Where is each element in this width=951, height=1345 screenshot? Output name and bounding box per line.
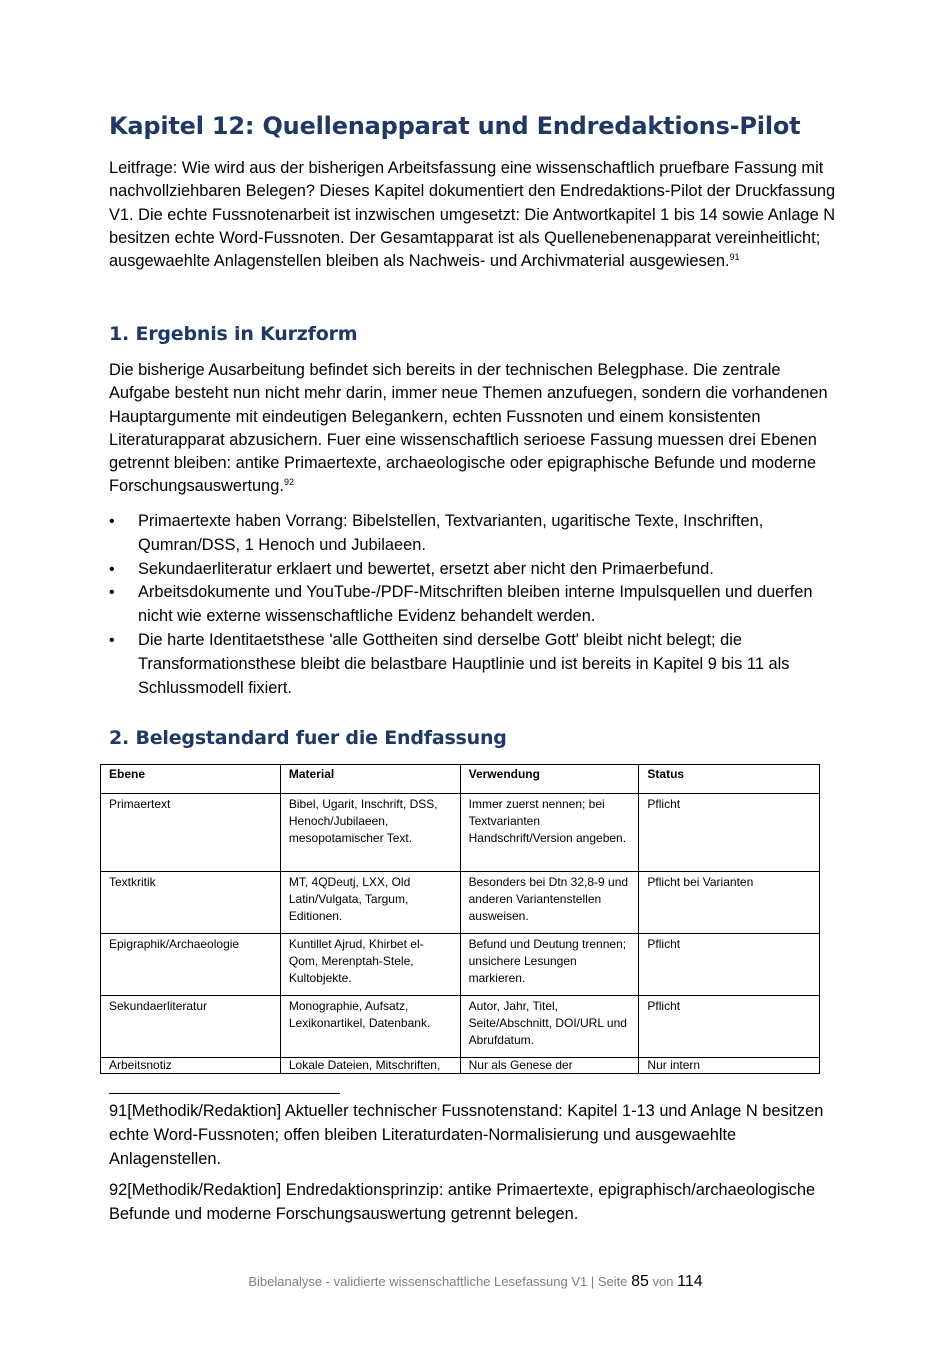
table-cell: Pflicht bei Varianten [639,872,820,934]
table-row [101,872,820,934]
column-header: Material [280,765,460,794]
bullet-list [109,510,839,700]
intro-paragraph [109,157,839,273]
footnote-ref-92[interactable]: 92 [283,477,294,488]
column-header: Ebene [101,765,281,794]
table-row [101,794,820,872]
list-item: • Die harte Identitaetsthese 'alle Gottheiten sind derselbe Gott' bleibt nicht belegt; die Transformationsthese bleibt die belastbare Hauptlinie und ist bereits in Kapitel 9 bis 11 als Schlussmodell fixiert. [109,630,790,697]
table-cell: Immer zuerst nennen; bei Textvarianten Handschrift/Version angeben. [460,794,639,872]
evidence-standard-table [100,764,820,1074]
chapter-title: Kapitel 12: Quellenapparat und Endredaktions-Pilot [109,112,801,140]
footnote-92: 92[Methodik/Redaktion] Endredaktionsprinzip: antike Primaertexte, epigraphisch/archaeologische Befunde und moderne Forschungsauswertung getrennt belegen. [109,1181,816,1223]
list-item: • Primaertexte haben Vorrang: Bibelstellen, Textvarianten, ugaritische Texte, Inschriften, Qumran/DSS, 1 Henoch und Jubilaeen. [109,512,764,554]
list-item: • Arbeitsdokumente und YouTube-/PDF-Mitschriften bleiben interne Impulsquellen und duerfen nicht wie externe wissenschaftliche Evidenz behandelt werden. [109,583,813,626]
table-cell: Lokale Dateien, Mitschriften, [280,1058,460,1074]
table-row [101,934,820,996]
intro-text: Leitfrage: Wie wird aus der bisherigen Arbeitsfassung eine wissenschaftlich pruefbare Fassung mit nachvollziehbaren Belegen? Dieses Kapitel dokumentiert den Endredaktions-Pilot der Druckfassung V1. Die echte Fussnotenarbeit ist inzwischen umgesetzt: Die Antwortkapitel 1 bis 14 sowie Anlage N besitzen echte Word-Fussnoten. Der Gesamtapparat ist als Quellenebenenapparat vereinheitlicht; ausgewaehlte Anlagenstellen bleiben als Nachweis- und Archivmaterial ausgewiesen. [109,159,836,271]
footer-text: Bibelanalyse - validierte wissenschaftliche Lesefassung V1 | Seite [248,1274,628,1289]
footnote-ref-91[interactable]: 91 [729,252,740,263]
table-cell: Kuntillet Ajrud, Khirbet el-Qom, Merenptah-Stele, Kultobjekte. [280,934,460,996]
table-row [101,1058,820,1074]
table-row [101,996,820,1058]
page-number: 85 [631,1273,649,1290]
section-2-heading: 2. Belegstandard fuer die Endfassung [109,727,507,749]
table-header-row [101,765,820,794]
table-cell: Nur intern [639,1058,820,1074]
table-cell: Bibel, Ugarit, Inschrift, DSS, Henoch/Jubilaeen, mesopotamischer Text. [280,794,460,872]
table-cell: Arbeitsnotiz [101,1058,281,1074]
section-1-text: Die bisherige Ausarbeitung befindet sich bereits in der technischen Belegphase. Die zentrale Aufgabe besteht nun nicht mehr darin, immer neue Themen anzufuegen, sondern die vorhandenen Hauptargumente mit eindeutigen Belegankern, echten Fussnoten und einem konsistenten Literaturapparat abzusichern. Fuer eine wissenschaftlich serioese Fassung muessen drei Ebenen getrennt bleiben: antike Primaertexte, archaeologische oder epigraphische Befunde und moderne Forschungsauswertung. [109,361,828,496]
list-item: • Sekundaerliteratur erklaert und bewertet, ersetzt aber nicht den Primaerbefund. [109,558,839,582]
section-1-heading: 1. Ergebnis in Kurzform [109,323,358,345]
table-cell: Sekundaerliteratur [101,996,281,1058]
table-cell: Primaertext [101,794,281,872]
table-cell: Pflicht [639,934,820,996]
table-cell: Besonders bei Dtn 32,8-9 und anderen Variantenstellen ausweisen. [460,872,639,934]
table-cell: Monographie, Aufsatz, Lexikonartikel, Datenbank. [280,996,460,1058]
table-cell: Nur als Genese der [460,1058,639,1074]
page-footer [0,1273,951,1291]
footnote-separator [109,1093,340,1094]
bullet-icon: • [109,513,115,530]
bullet-icon: • [109,631,115,649]
table-cell: Befund und Deutung trennen; unsichere Lesungen markieren. [460,934,639,996]
section-1-paragraph [109,359,839,499]
table-cell: Textkritik [101,872,281,934]
bullet-icon: • [109,560,115,578]
footer-of-label: von [652,1274,674,1289]
page-total: 114 [677,1273,703,1290]
table-cell: Autor, Jahr, Titel, Seite/Abschnitt, DOI/URL und Abrufdatum. [460,996,639,1058]
column-header: Verwendung [460,765,639,794]
column-header: Status [639,765,820,794]
table-cell: Pflicht [639,794,820,872]
bullet-icon: • [109,584,115,602]
table-cell: MT, 4QDeutj, LXX, Old Latin/Vulgata, Targum, Editionen. [280,872,460,934]
table-cell: Epigraphik/Archaeologie [101,934,281,996]
footnote-91: 91[Methodik/Redaktion] Aktueller technischer Fussnotenstand: Kapitel 1-13 und Anlage N besitzen echte Word-Fussnoten; offen bleiben Literaturdaten-Normalisierung und ausgewaehlte Anlagenstellen. [109,1102,824,1168]
table-cell: Pflicht [639,996,820,1058]
